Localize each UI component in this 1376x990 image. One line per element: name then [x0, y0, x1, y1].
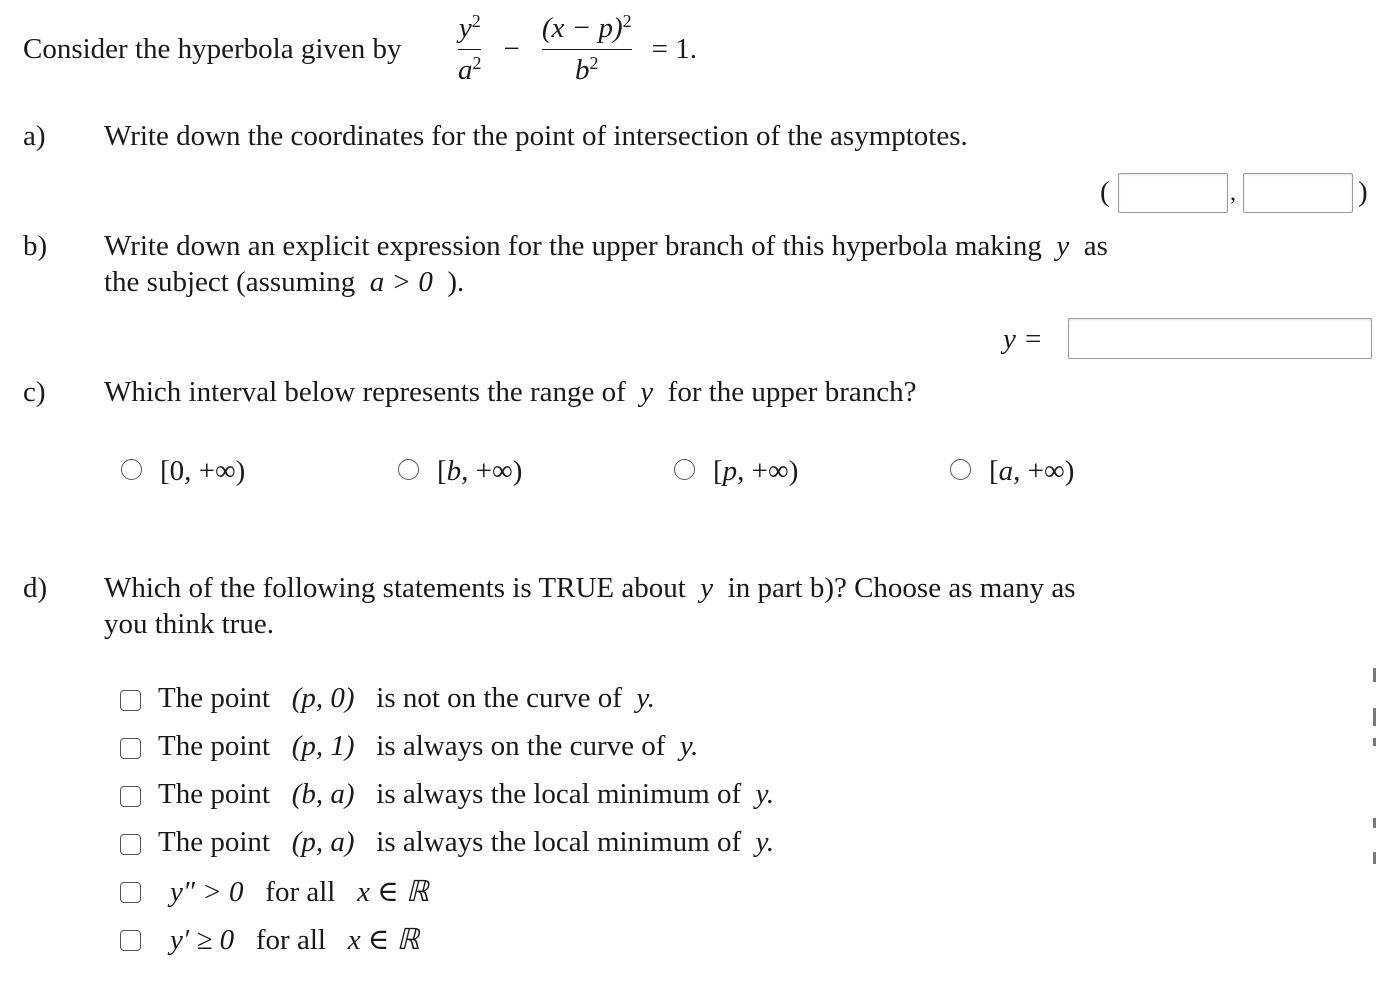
- part-c-label: c): [23, 376, 46, 408]
- denominator-b-exponent: 2: [589, 53, 599, 74]
- option-label-b[interactable]: [437, 455, 522, 488]
- option-label-0[interactable]: [0, +∞): [160, 455, 246, 487]
- statement-2-math: (p, 1): [291, 730, 355, 762]
- statement-checkbox-4[interactable]: [120, 834, 141, 855]
- part-b-line2-math: a > 0: [369, 266, 433, 298]
- part-a-label: a): [23, 120, 46, 152]
- equals-one: = 1.: [651, 32, 697, 65]
- option-b-var: b: [446, 455, 462, 487]
- statement-3-pre: The point: [158, 778, 270, 810]
- part-d-line1-text: Which of the following statements is TRUE about: [104, 572, 686, 604]
- numerator-x-minus-p: (x − p): [541, 11, 623, 44]
- option-p-close: , +∞): [737, 455, 799, 487]
- statement-checkbox-5[interactable]: [120, 882, 141, 903]
- option-a-close: , +∞): [1013, 455, 1075, 487]
- statement-3[interactable]: [158, 778, 774, 811]
- option-radio-a[interactable]: [950, 459, 971, 480]
- statement-1-math: (p, 0): [291, 682, 355, 714]
- part-d-label: d): [23, 572, 48, 604]
- statement-checkbox-6[interactable]: [120, 930, 141, 951]
- statement-5[interactable]: [170, 874, 429, 909]
- part-a-question: Write down the coordinates for the point of intersection of the asymptotes.: [104, 120, 968, 152]
- statement-1[interactable]: [158, 682, 655, 715]
- part-d-line1-post: in part b)? Choose as many as: [727, 572, 1076, 604]
- part-c-question: [104, 376, 916, 409]
- part-d-question-line2: you think true.: [104, 608, 274, 640]
- part-a-close-paren: ): [1358, 176, 1368, 208]
- part-d-line1-var: y: [700, 572, 714, 604]
- option-p-var: p: [722, 455, 738, 487]
- part-b-line1-post: as: [1083, 230, 1108, 262]
- option-label-p[interactable]: [713, 455, 798, 488]
- part-b-answer-lhs: y =: [1003, 323, 1043, 355]
- statement-2-var: y.: [679, 730, 699, 762]
- part-a-open-paren: (: [1100, 176, 1110, 208]
- part-b-line1-var: y: [1056, 230, 1070, 262]
- statement-1-post: is not on the curve of: [376, 682, 622, 714]
- statement-5-var: x ∈ ℝ: [357, 876, 429, 908]
- part-a-x-coordinate-input[interactable]: [1118, 173, 1228, 213]
- part-c-question-var: y: [640, 376, 654, 408]
- denominator-a: a: [458, 54, 473, 87]
- part-b-line2-post: ).: [447, 266, 465, 298]
- statement-3-var: y.: [755, 778, 775, 810]
- numerator-y-exponent: 2: [471, 10, 481, 31]
- statement-6[interactable]: [170, 922, 420, 957]
- statement-2-pre: The point: [158, 730, 270, 762]
- denominator-a-exponent: 2: [472, 53, 482, 74]
- part-b-question-line2: [104, 266, 464, 299]
- statement-5-post: for all: [265, 876, 336, 908]
- statement-2-post: is always on the curve of: [376, 730, 666, 762]
- statement-6-var: x ∈ ℝ: [347, 924, 420, 956]
- statement-5-math: y″ > 0: [170, 876, 244, 908]
- statement-checkbox-1[interactable]: [120, 690, 141, 711]
- fraction-y-over-a: [458, 11, 481, 87]
- hyperbola-equation: [458, 6, 697, 92]
- statement-1-var: y.: [636, 682, 655, 714]
- statement-4[interactable]: [158, 826, 774, 859]
- statement-4-post: is always the local minimum of: [376, 826, 742, 858]
- option-p-open: [: [713, 455, 723, 487]
- part-c-question-post: for the upper branch?: [667, 376, 917, 408]
- statement-6-math: y′ ≥ 0: [170, 924, 235, 956]
- statement-3-post: is always the local minimum of: [376, 778, 742, 810]
- option-b-close: , +∞): [461, 455, 523, 487]
- option-radio-b[interactable]: [398, 459, 419, 480]
- option-a-open: [: [989, 455, 999, 487]
- intro-text: Consider the hyperbola given by: [23, 33, 402, 65]
- statement-1-pre: The point: [158, 682, 270, 714]
- numerator-x-minus-p-exponent: 2: [622, 10, 632, 31]
- denominator-b: b: [574, 54, 590, 87]
- statement-checkbox-2[interactable]: [120, 738, 141, 759]
- statement-4-pre: The point: [158, 826, 270, 858]
- part-d-question-line1: [104, 572, 1076, 605]
- option-radio-p[interactable]: [674, 459, 695, 480]
- statement-checkbox-3[interactable]: [120, 786, 141, 807]
- part-c-question-text: Which interval below represents the range of: [104, 376, 626, 408]
- statement-3-math: (b, a): [291, 778, 355, 810]
- part-a-comma: ,: [1230, 180, 1236, 206]
- option-b-open: [: [437, 455, 447, 487]
- fraction-x-minus-p-over-b: [542, 11, 632, 87]
- statement-6-post: for all: [255, 924, 326, 956]
- option-label-a[interactable]: [989, 455, 1074, 488]
- part-a-y-coordinate-input[interactable]: [1243, 173, 1353, 213]
- part-b-question-line1: [104, 230, 1108, 263]
- statement-2[interactable]: [158, 730, 698, 763]
- part-b-label: b): [23, 230, 48, 262]
- part-b-expression-input[interactable]: [1068, 318, 1372, 359]
- option-radio-0[interactable]: [121, 459, 142, 480]
- numerator-y: y: [458, 11, 472, 44]
- minus-sign: −: [503, 32, 520, 65]
- part-b-line2-text: the subject (assuming: [104, 266, 356, 298]
- statement-4-var: y.: [755, 826, 775, 858]
- option-a-var: a: [998, 455, 1014, 487]
- part-b-line1-text: Write down an explicit expression for the upper branch of this hyperbola making: [104, 230, 1042, 262]
- statement-4-math: (p, a): [291, 826, 355, 858]
